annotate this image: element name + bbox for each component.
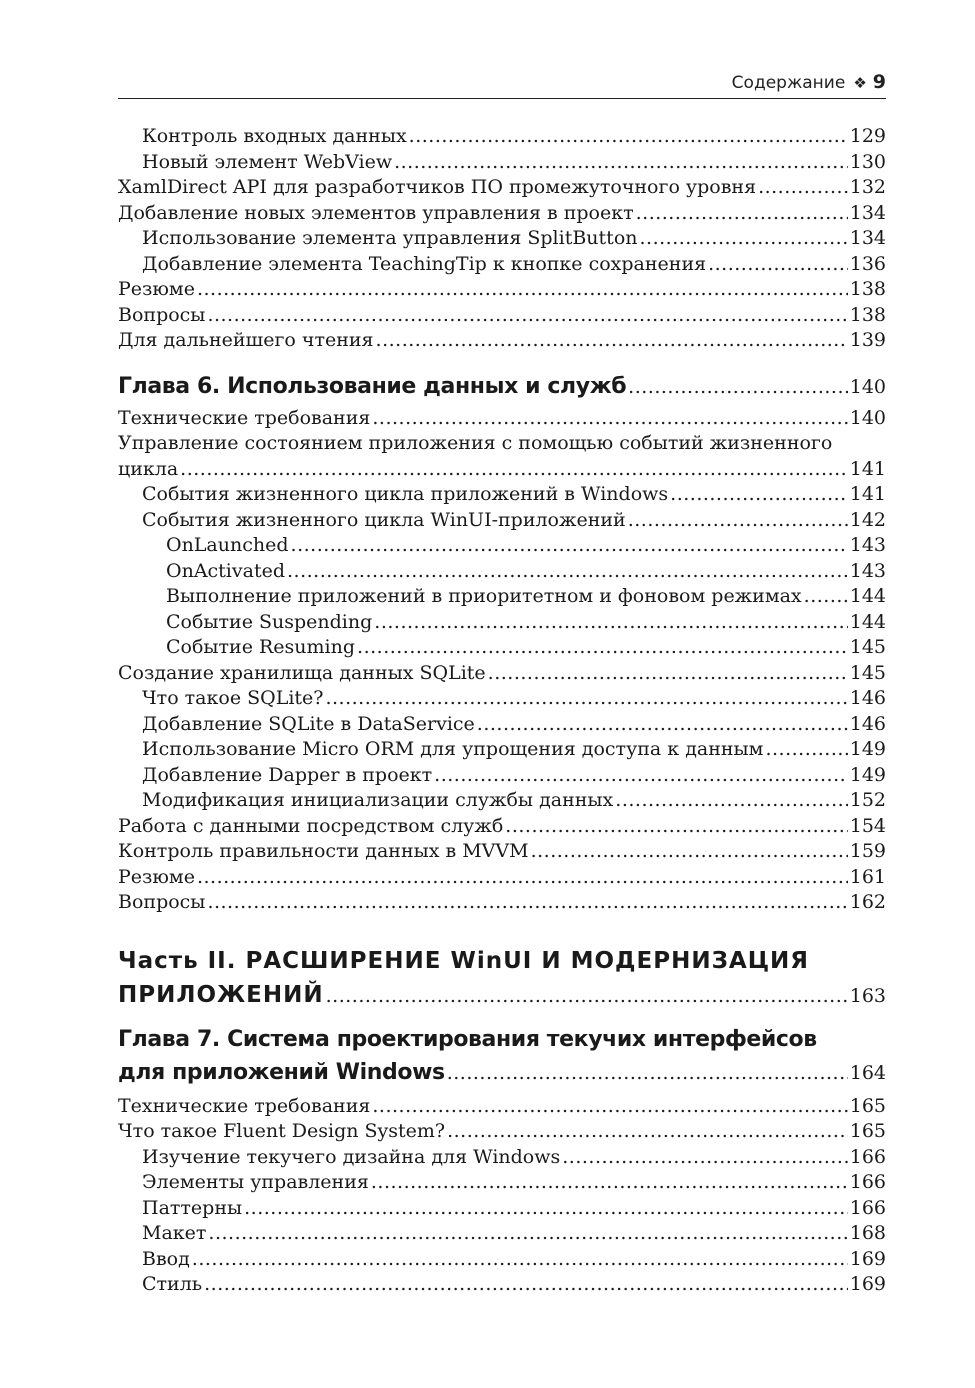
header-text: [732, 71, 886, 93]
toc-entry[interactable]: Модификация инициализации службы данных ..... 152: [118, 788, 886, 814]
toc-entry[interactable]: Стиль ..... 169: [118, 1272, 886, 1298]
toc-entry[interactable]: Создание хранилища данных SQLite ..... 145: [118, 661, 886, 687]
toc-entry[interactable]: Макет ..... 168: [118, 1221, 886, 1247]
toc-entry[interactable]: цикла ..... 141: [118, 457, 886, 483]
toc-entry[interactable]: Событие Resuming ..... 145: [118, 635, 886, 661]
toc-chapter-heading[interactable]: Глава 6. Использование данных и служб ..... 140: [118, 370, 886, 404]
toc-entry[interactable]: Что такое Fluent Design System? ..... 165: [118, 1119, 886, 1145]
toc-entry[interactable]: События жизненного цикла WinUI-приложений ..... 142: [118, 508, 886, 534]
header-section-title: Содержание: [731, 73, 846, 93]
toc-entry[interactable]: OnLaunched ..... 143: [118, 533, 886, 559]
toc-entry[interactable]: Использование Micro ORM для упрощения доступа к данным ..... 149: [118, 737, 886, 763]
toc-entry[interactable]: Добавление SQLite в DataService ..... 146: [118, 712, 886, 738]
running-header: [118, 62, 886, 99]
toc-entry[interactable]: Вопросы ..... 138: [118, 303, 886, 329]
toc-entry[interactable]: Добавление элемента TeachingTip к кнопке сохранения ..... 136: [118, 252, 886, 278]
toc-chapter-heading-first-line[interactable]: Глава 7. Система проектирования текучих интерфейсов: [118, 1026, 817, 1052]
toc-chapter-heading[interactable]: для приложений Windows ..... 164: [118, 1056, 886, 1090]
toc-entry[interactable]: Выполнение приложений в приоритетном и фоновом режимах ..... 144: [118, 584, 886, 610]
toc-entry[interactable]: Что такое SQLite? ..... 146: [118, 686, 886, 712]
toc-entry[interactable]: Контроль входных данных ..... 129: [118, 124, 886, 150]
table-of-contents: [118, 122, 886, 1298]
toc-entry[interactable]: Элементы управления ..... 166: [118, 1170, 886, 1196]
toc-entry[interactable]: Событие Suspending ..... 144: [118, 610, 886, 636]
toc-part-heading-first-line[interactable]: Часть II. РАСШИРЕНИЕ WinUI И МОДЕРНИЗАЦИЯ: [118, 947, 810, 974]
toc-entry[interactable]: Резюме ..... 161: [118, 865, 886, 891]
toc-entry[interactable]: Контроль правильности данных в MVVM ..... 159: [118, 839, 886, 865]
toc-entry[interactable]: Вопросы ..... 162: [118, 890, 886, 916]
toc-entry-first-line[interactable]: Управление состоянием приложения с помощью событий жизненного: [118, 432, 833, 454]
toc-entry[interactable]: Использование элемента управления SplitButton ..... 134: [118, 226, 886, 252]
toc-entry[interactable]: Добавление Dapper в проект ..... 149: [118, 763, 886, 789]
toc-entry[interactable]: События жизненного цикла приложений в Windows ..... 141: [118, 482, 886, 508]
toc-entry[interactable]: Для дальнейшего чтения ..... 139: [118, 328, 886, 354]
toc-entry[interactable]: Паттерны ..... 166: [118, 1196, 886, 1222]
toc-entry[interactable]: Технические требования ..... 165: [118, 1094, 886, 1120]
ornament-icon: ❖: [853, 74, 867, 92]
toc-entry[interactable]: Новый элемент WebView ..... 130: [118, 150, 886, 176]
page-number: 9: [872, 71, 886, 93]
toc-part-heading[interactable]: ПРИЛОЖЕНИЙ ..... 163: [118, 978, 886, 1013]
toc-entry[interactable]: Технические требования ..... 140: [118, 406, 886, 432]
toc-entry[interactable]: Добавление новых элементов управления в проект ..... 134: [118, 201, 886, 227]
toc-entry[interactable]: XamlDirect API для разработчиков ПО промежуточного уровня ..... 132: [118, 175, 886, 201]
toc-entry[interactable]: Резюме ..... 138: [118, 277, 886, 303]
toc-entry[interactable]: Работа с данными посредством служб ..... 154: [118, 814, 886, 840]
toc-entry[interactable]: Изучение текучего дизайна для Windows ..... 166: [118, 1145, 886, 1171]
toc-entry[interactable]: OnActivated ..... 143: [118, 559, 886, 585]
toc-entry[interactable]: Ввод ..... 169: [118, 1247, 886, 1273]
